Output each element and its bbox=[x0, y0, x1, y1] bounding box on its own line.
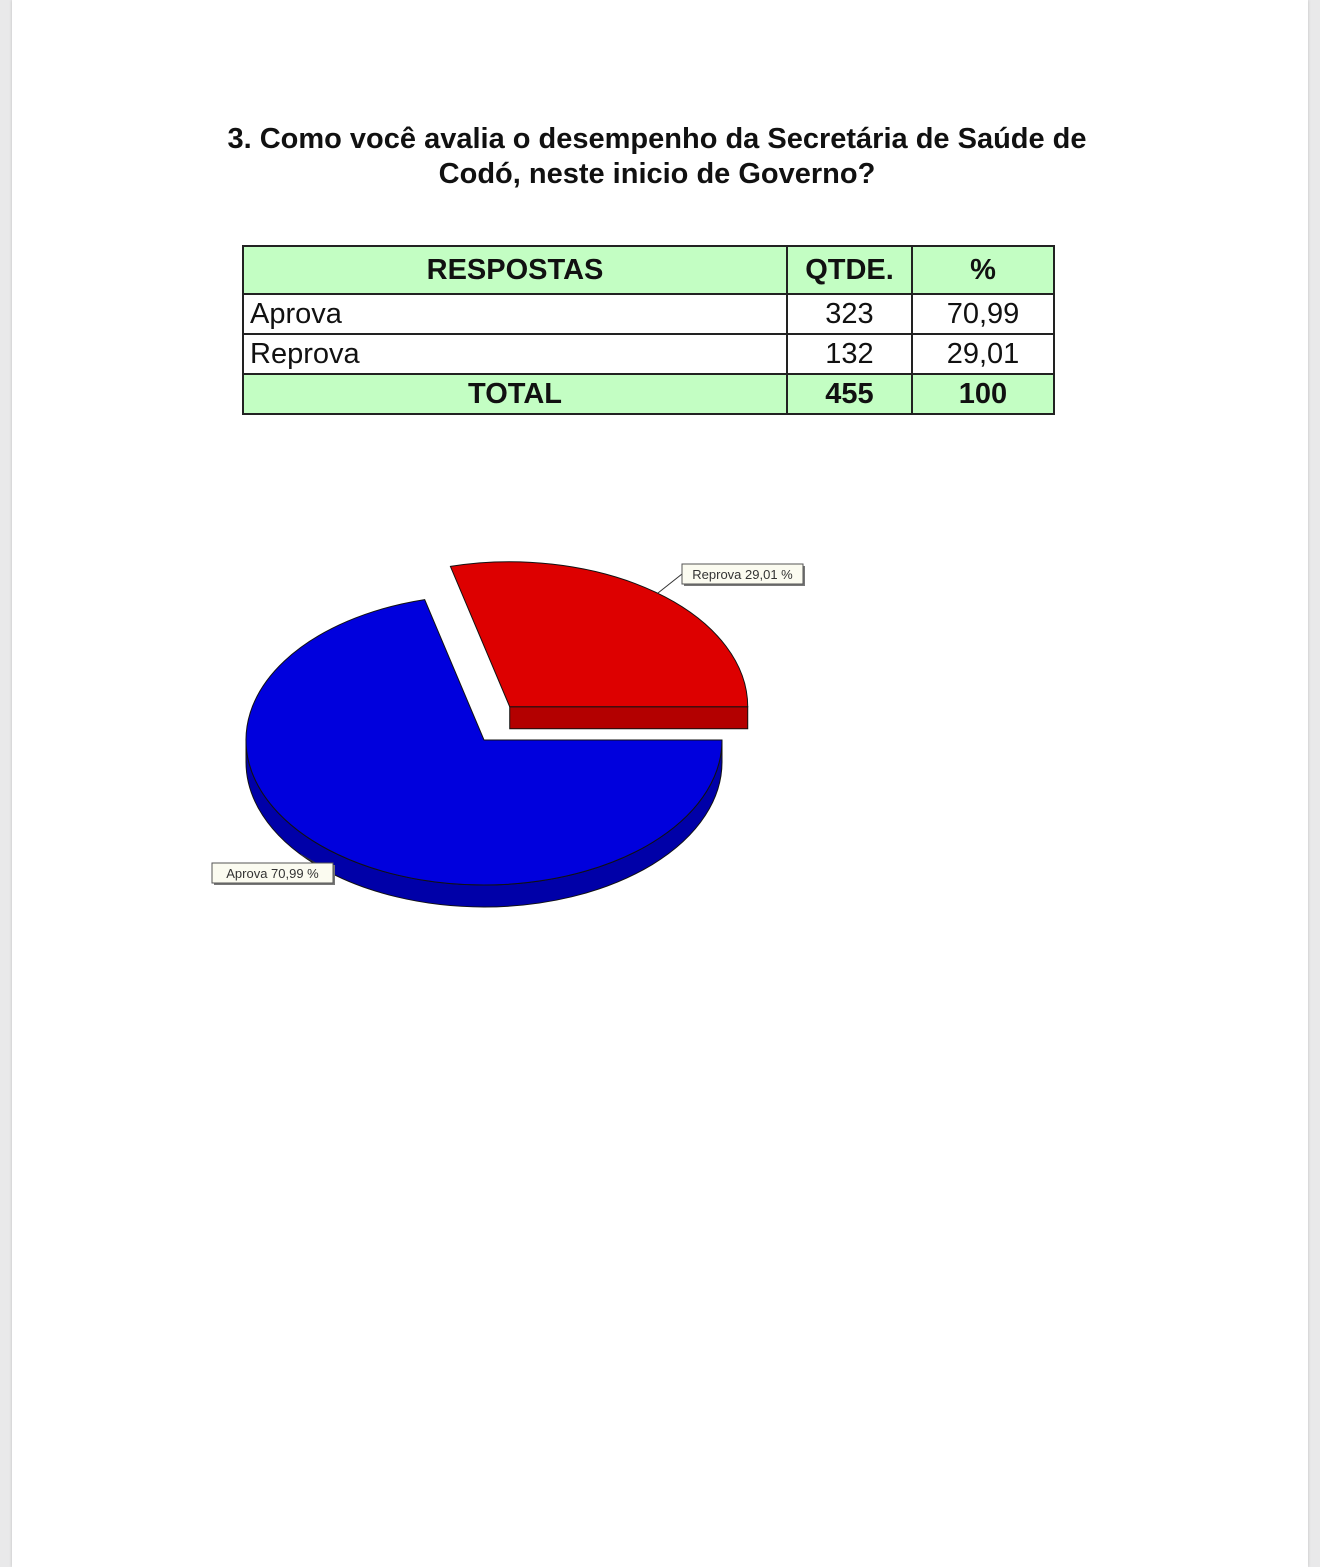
row-qty-aprova: 323 bbox=[787, 294, 912, 334]
slice-label-reprova bbox=[658, 564, 805, 593]
header-respostas: RESPOSTAS bbox=[243, 246, 787, 294]
row-pct-aprova: 70,99 bbox=[912, 294, 1054, 334]
label-text: Reprova 29,01 % bbox=[692, 567, 793, 582]
header-percent: % bbox=[912, 246, 1054, 294]
document-page bbox=[12, 0, 1308, 1567]
question-line-1: 3. Como você avalia o desempenho da Secretária de Saúde de bbox=[227, 123, 1087, 155]
pie-cut-face bbox=[510, 707, 748, 729]
row-label-reprova: Reprova bbox=[243, 334, 787, 374]
total-label: TOTAL bbox=[243, 374, 787, 414]
row-qty-reprova: 132 bbox=[787, 334, 912, 374]
total-qty: 455 bbox=[787, 374, 912, 414]
total-pct: 100 bbox=[912, 374, 1054, 414]
table-row bbox=[243, 294, 1054, 334]
pie-chart bbox=[12, 520, 912, 940]
table-row bbox=[243, 334, 1054, 374]
question-line-2: Codó, neste inicio de Governo? bbox=[438, 158, 876, 190]
label-text: Aprova 70,99 % bbox=[226, 866, 319, 881]
table-header-row bbox=[243, 246, 1054, 294]
row-pct-reprova: 29,01 bbox=[912, 334, 1054, 374]
header-qtde: QTDE. bbox=[787, 246, 912, 294]
results-table bbox=[242, 245, 1055, 415]
row-label-aprova: Aprova bbox=[243, 294, 787, 334]
question-title bbox=[12, 122, 1302, 192]
table-total-row bbox=[243, 374, 1054, 414]
pie-slice-reprova bbox=[450, 562, 747, 729]
label-leader-line bbox=[658, 574, 682, 593]
